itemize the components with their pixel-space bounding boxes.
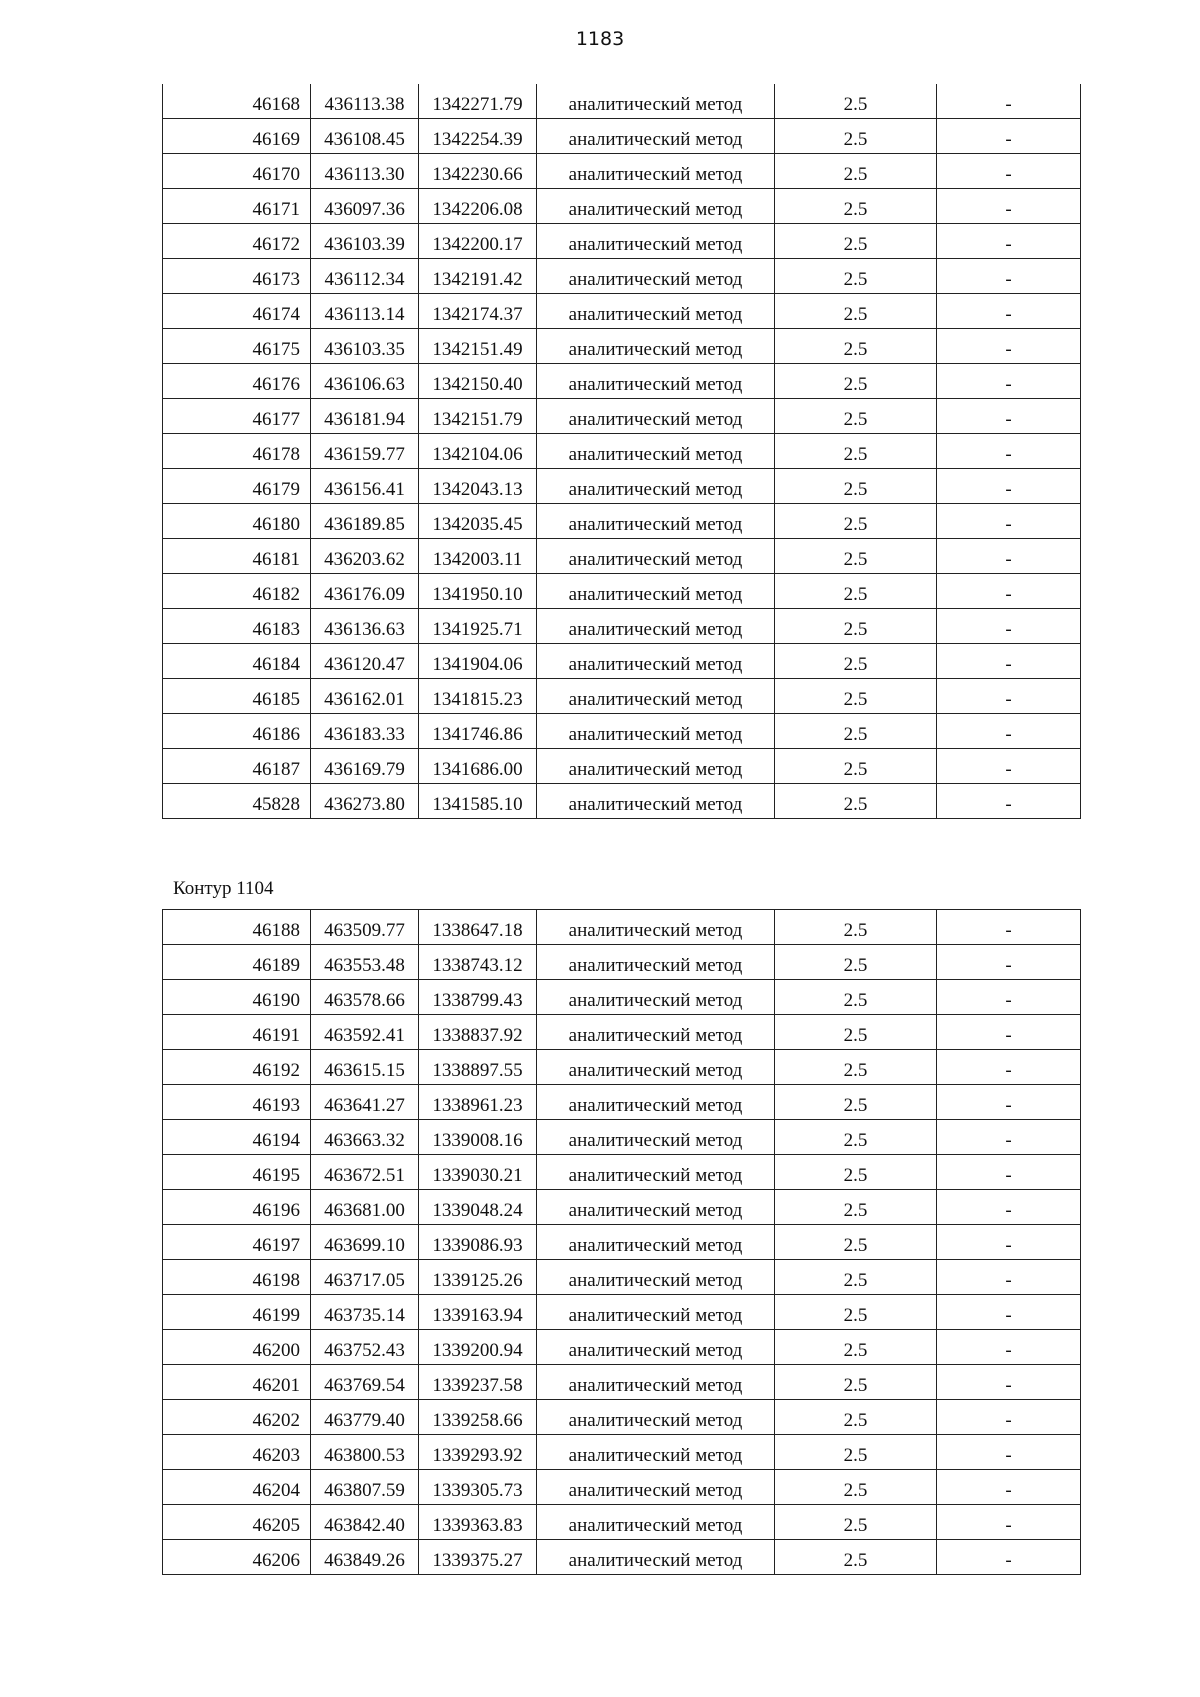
y-coordinate-cell: 1341746.86 (419, 714, 537, 749)
y-coordinate-cell: 1342043.13 (419, 469, 537, 504)
accuracy-cell: 2.5 (775, 1505, 937, 1540)
x-coordinate-cell: 436169.79 (311, 749, 419, 784)
point-number-cell: 46203 (163, 1435, 311, 1470)
y-coordinate-cell: 1338743.12 (419, 945, 537, 980)
method-cell: аналитический метод (537, 119, 775, 154)
note-cell: - (937, 84, 1081, 119)
point-number-cell: 46178 (163, 434, 311, 469)
accuracy-cell: 2.5 (775, 399, 937, 434)
method-cell: аналитический метод (537, 364, 775, 399)
y-coordinate-cell: 1341950.10 (419, 574, 537, 609)
method-cell: аналитический метод (537, 1015, 775, 1050)
accuracy-cell: 2.5 (775, 329, 937, 364)
accuracy-cell: 2.5 (775, 1225, 937, 1260)
table-row (163, 1365, 1081, 1400)
y-coordinate-cell: 1338647.18 (419, 910, 537, 945)
y-coordinate-cell: 1338897.55 (419, 1050, 537, 1085)
accuracy-cell: 2.5 (775, 539, 937, 574)
y-coordinate-cell: 1338961.23 (419, 1085, 537, 1120)
point-number-cell: 46190 (163, 980, 311, 1015)
table-row (163, 1540, 1081, 1575)
note-cell: - (937, 329, 1081, 364)
note-cell: - (937, 1155, 1081, 1190)
note-cell: - (937, 259, 1081, 294)
method-cell: аналитический метод (537, 1330, 775, 1365)
x-coordinate-cell: 436162.01 (311, 679, 419, 714)
accuracy-cell: 2.5 (775, 1365, 937, 1400)
y-coordinate-cell: 1339163.94 (419, 1295, 537, 1330)
y-coordinate-cell: 1342035.45 (419, 504, 537, 539)
x-coordinate-cell: 436097.36 (311, 189, 419, 224)
point-number-cell: 46179 (163, 469, 311, 504)
note-cell: - (937, 945, 1081, 980)
method-cell: аналитический метод (537, 154, 775, 189)
point-number-cell: 46187 (163, 749, 311, 784)
point-number-cell: 46196 (163, 1190, 311, 1225)
accuracy-cell: 2.5 (775, 224, 937, 259)
method-cell: аналитический метод (537, 714, 775, 749)
y-coordinate-cell: 1341815.23 (419, 679, 537, 714)
table-row (163, 1295, 1081, 1330)
y-coordinate-cell: 1342174.37 (419, 294, 537, 329)
point-number-cell: 46188 (163, 910, 311, 945)
point-number-cell: 46184 (163, 644, 311, 679)
x-coordinate-cell: 436183.33 (311, 714, 419, 749)
table-row (163, 1190, 1081, 1225)
y-coordinate-cell: 1342191.42 (419, 259, 537, 294)
note-cell: - (937, 1505, 1081, 1540)
point-number-cell: 46206 (163, 1540, 311, 1575)
x-coordinate-cell: 463842.40 (311, 1505, 419, 1540)
point-number-cell: 46183 (163, 609, 311, 644)
table-row (163, 679, 1081, 714)
table-row (163, 1400, 1081, 1435)
method-cell: аналитический метод (537, 1155, 775, 1190)
method-cell: аналитический метод (537, 1470, 775, 1505)
x-coordinate-cell: 436108.45 (311, 119, 419, 154)
table-row (163, 1050, 1081, 1085)
x-coordinate-cell: 463672.51 (311, 1155, 419, 1190)
method-cell: аналитический метод (537, 1120, 775, 1155)
y-coordinate-cell: 1342271.79 (419, 84, 537, 119)
y-coordinate-cell: 1339030.21 (419, 1155, 537, 1190)
method-cell: аналитический метод (537, 1505, 775, 1540)
accuracy-cell: 2.5 (775, 469, 937, 504)
y-coordinate-cell: 1342150.40 (419, 364, 537, 399)
table-row (163, 469, 1081, 504)
method-cell: аналитический метод (537, 434, 775, 469)
x-coordinate-cell: 436113.14 (311, 294, 419, 329)
point-number-cell: 46195 (163, 1155, 311, 1190)
y-coordinate-cell: 1341925.71 (419, 609, 537, 644)
accuracy-cell: 2.5 (775, 644, 937, 679)
x-coordinate-cell: 463800.53 (311, 1435, 419, 1470)
accuracy-cell: 2.5 (775, 609, 937, 644)
point-number-cell: 46192 (163, 1050, 311, 1085)
method-cell: аналитический метод (537, 1050, 775, 1085)
accuracy-cell: 2.5 (775, 154, 937, 189)
note-cell: - (937, 1260, 1081, 1295)
note-cell: - (937, 154, 1081, 189)
table-row (163, 644, 1081, 679)
y-coordinate-cell: 1342206.08 (419, 189, 537, 224)
note-cell: - (937, 980, 1081, 1015)
point-number-cell: 46180 (163, 504, 311, 539)
table-row (163, 1260, 1081, 1295)
accuracy-cell: 2.5 (775, 1330, 937, 1365)
point-number-cell: 45828 (163, 784, 311, 819)
point-number-cell: 46174 (163, 294, 311, 329)
y-coordinate-cell: 1342200.17 (419, 224, 537, 259)
note-cell: - (937, 749, 1081, 784)
point-number-cell: 46177 (163, 399, 311, 434)
accuracy-cell: 2.5 (775, 259, 937, 294)
x-coordinate-cell: 436136.63 (311, 609, 419, 644)
accuracy-cell: 2.5 (775, 574, 937, 609)
y-coordinate-cell: 1338837.92 (419, 1015, 537, 1050)
x-coordinate-cell: 463592.41 (311, 1015, 419, 1050)
x-coordinate-cell: 436103.35 (311, 329, 419, 364)
y-coordinate-cell: 1341686.00 (419, 749, 537, 784)
y-coordinate-cell: 1339125.26 (419, 1260, 537, 1295)
note-cell: - (937, 714, 1081, 749)
accuracy-cell: 2.5 (775, 1015, 937, 1050)
accuracy-cell: 2.5 (775, 504, 937, 539)
table-row (163, 224, 1081, 259)
y-coordinate-cell: 1341904.06 (419, 644, 537, 679)
point-number-cell: 46198 (163, 1260, 311, 1295)
table-row (163, 574, 1081, 609)
table-row (163, 364, 1081, 399)
x-coordinate-cell: 463641.27 (311, 1085, 419, 1120)
point-number-cell: 46171 (163, 189, 311, 224)
table-row (163, 1330, 1081, 1365)
y-coordinate-cell: 1342104.06 (419, 434, 537, 469)
note-cell: - (937, 189, 1081, 224)
table-row (163, 294, 1081, 329)
x-coordinate-cell: 436113.38 (311, 84, 419, 119)
accuracy-cell: 2.5 (775, 294, 937, 329)
method-cell: аналитический метод (537, 1260, 775, 1295)
y-coordinate-cell: 1339048.24 (419, 1190, 537, 1225)
note-cell: - (937, 1085, 1081, 1120)
table-row (163, 1155, 1081, 1190)
method-cell: аналитический метод (537, 1400, 775, 1435)
point-number-cell: 46200 (163, 1330, 311, 1365)
x-coordinate-cell: 436106.63 (311, 364, 419, 399)
y-coordinate-cell: 1338799.43 (419, 980, 537, 1015)
accuracy-cell: 2.5 (775, 679, 937, 714)
method-cell: аналитический метод (537, 574, 775, 609)
method-cell: аналитический метод (537, 980, 775, 1015)
x-coordinate-cell: 436203.62 (311, 539, 419, 574)
note-cell: - (937, 224, 1081, 259)
note-cell: - (937, 294, 1081, 329)
method-cell: аналитический метод (537, 399, 775, 434)
y-coordinate-cell: 1341585.10 (419, 784, 537, 819)
method-cell: аналитический метод (537, 329, 775, 364)
y-coordinate-cell: 1339237.58 (419, 1365, 537, 1400)
accuracy-cell: 2.5 (775, 945, 937, 980)
table-row (163, 1120, 1081, 1155)
accuracy-cell: 2.5 (775, 1190, 937, 1225)
x-coordinate-cell: 463615.15 (311, 1050, 419, 1085)
y-coordinate-cell: 1342151.49 (419, 329, 537, 364)
table-row (163, 434, 1081, 469)
table-row (163, 1505, 1081, 1540)
x-coordinate-cell: 436103.39 (311, 224, 419, 259)
note-cell: - (937, 1400, 1081, 1435)
table-row (163, 1015, 1081, 1050)
method-cell: аналитический метод (537, 1365, 775, 1400)
x-coordinate-cell: 436273.80 (311, 784, 419, 819)
point-number-cell: 46169 (163, 119, 311, 154)
note-cell: - (937, 1190, 1081, 1225)
y-coordinate-cell: 1339293.92 (419, 1435, 537, 1470)
note-cell: - (937, 1015, 1081, 1050)
point-number-cell: 46181 (163, 539, 311, 574)
x-coordinate-cell: 463509.77 (311, 910, 419, 945)
accuracy-cell: 2.5 (775, 980, 937, 1015)
note-cell: - (937, 364, 1081, 399)
note-cell: - (937, 1365, 1081, 1400)
table-row (163, 714, 1081, 749)
note-cell: - (937, 1470, 1081, 1505)
note-cell: - (937, 1435, 1081, 1470)
accuracy-cell: 2.5 (775, 1120, 937, 1155)
note-cell: - (937, 399, 1081, 434)
accuracy-cell: 2.5 (775, 1295, 937, 1330)
point-number-cell: 46201 (163, 1365, 311, 1400)
point-number-cell: 46204 (163, 1470, 311, 1505)
x-coordinate-cell: 463663.32 (311, 1120, 419, 1155)
method-cell: аналитический метод (537, 84, 775, 119)
method-cell: аналитический метод (537, 1435, 775, 1470)
x-coordinate-cell: 463578.66 (311, 980, 419, 1015)
table-row (163, 784, 1081, 819)
note-cell: - (937, 679, 1081, 714)
x-coordinate-cell: 436189.85 (311, 504, 419, 539)
table-row (163, 539, 1081, 574)
y-coordinate-cell: 1342254.39 (419, 119, 537, 154)
accuracy-cell: 2.5 (775, 1470, 937, 1505)
table-row (163, 84, 1081, 119)
method-cell: аналитический метод (537, 609, 775, 644)
note-cell: - (937, 1225, 1081, 1260)
note-cell: - (937, 1330, 1081, 1365)
y-coordinate-cell: 1339008.16 (419, 1120, 537, 1155)
method-cell: аналитический метод (537, 294, 775, 329)
note-cell: - (937, 504, 1081, 539)
table-row (163, 259, 1081, 294)
method-cell: аналитический метод (537, 910, 775, 945)
point-number-cell: 46170 (163, 154, 311, 189)
method-cell: аналитический метод (537, 189, 775, 224)
method-cell: аналитический метод (537, 259, 775, 294)
y-coordinate-cell: 1342230.66 (419, 154, 537, 189)
x-coordinate-cell: 436113.30 (311, 154, 419, 189)
method-cell: аналитический метод (537, 784, 775, 819)
table-row (163, 1225, 1081, 1260)
table-row (163, 910, 1081, 945)
x-coordinate-cell: 436176.09 (311, 574, 419, 609)
accuracy-cell: 2.5 (775, 784, 937, 819)
method-cell: аналитический метод (537, 504, 775, 539)
y-coordinate-cell: 1342151.79 (419, 399, 537, 434)
point-number-cell: 46168 (163, 84, 311, 119)
table-row (163, 154, 1081, 189)
x-coordinate-cell: 436156.41 (311, 469, 419, 504)
method-cell: аналитический метод (537, 1190, 775, 1225)
table-row (163, 980, 1081, 1015)
accuracy-cell: 2.5 (775, 1050, 937, 1085)
x-coordinate-cell: 436181.94 (311, 399, 419, 434)
point-number-cell: 46205 (163, 1505, 311, 1540)
note-cell: - (937, 1295, 1081, 1330)
note-cell: - (937, 1050, 1081, 1085)
note-cell: - (937, 644, 1081, 679)
accuracy-cell: 2.5 (775, 1085, 937, 1120)
method-cell: аналитический метод (537, 945, 775, 980)
accuracy-cell: 2.5 (775, 1155, 937, 1190)
method-cell: аналитический метод (537, 644, 775, 679)
x-coordinate-cell: 463699.10 (311, 1225, 419, 1260)
table-row (163, 945, 1081, 980)
accuracy-cell: 2.5 (775, 364, 937, 399)
table-row (163, 119, 1081, 154)
accuracy-cell: 2.5 (775, 1400, 937, 1435)
note-cell: - (937, 539, 1081, 574)
point-number-cell: 46191 (163, 1015, 311, 1050)
x-coordinate-cell: 463735.14 (311, 1295, 419, 1330)
y-coordinate-cell: 1339375.27 (419, 1540, 537, 1575)
point-number-cell: 46194 (163, 1120, 311, 1155)
point-number-cell: 46186 (163, 714, 311, 749)
point-number-cell: 46182 (163, 574, 311, 609)
accuracy-cell: 2.5 (775, 749, 937, 784)
table-row (163, 1435, 1081, 1470)
accuracy-cell: 2.5 (775, 714, 937, 749)
method-cell: аналитический метод (537, 679, 775, 714)
contour-label: Контур 1104 (173, 878, 274, 899)
y-coordinate-cell: 1339363.83 (419, 1505, 537, 1540)
method-cell: аналитический метод (537, 1085, 775, 1120)
accuracy-cell: 2.5 (775, 119, 937, 154)
note-cell: - (937, 910, 1081, 945)
y-coordinate-cell: 1339305.73 (419, 1470, 537, 1505)
note-cell: - (937, 119, 1081, 154)
accuracy-cell: 2.5 (775, 434, 937, 469)
x-coordinate-cell: 463779.40 (311, 1400, 419, 1435)
note-cell: - (937, 609, 1081, 644)
table-row (163, 1085, 1081, 1120)
accuracy-cell: 2.5 (775, 84, 937, 119)
accuracy-cell: 2.5 (775, 1540, 937, 1575)
x-coordinate-cell: 463807.59 (311, 1470, 419, 1505)
note-cell: - (937, 1540, 1081, 1575)
x-coordinate-cell: 436112.34 (311, 259, 419, 294)
method-cell: аналитический метод (537, 1540, 775, 1575)
y-coordinate-cell: 1339200.94 (419, 1330, 537, 1365)
coordinates-table-1 (162, 84, 1081, 819)
coordinates-table-2 (162, 909, 1081, 1575)
note-cell: - (937, 574, 1081, 609)
method-cell: аналитический метод (537, 1295, 775, 1330)
method-cell: аналитический метод (537, 1225, 775, 1260)
point-number-cell: 46173 (163, 259, 311, 294)
point-number-cell: 46172 (163, 224, 311, 259)
y-coordinate-cell: 1342003.11 (419, 539, 537, 574)
point-number-cell: 46193 (163, 1085, 311, 1120)
x-coordinate-cell: 463769.54 (311, 1365, 419, 1400)
x-coordinate-cell: 463752.43 (311, 1330, 419, 1365)
point-number-cell: 46176 (163, 364, 311, 399)
x-coordinate-cell: 436159.77 (311, 434, 419, 469)
note-cell: - (937, 434, 1081, 469)
note-cell: - (937, 784, 1081, 819)
table-row (163, 189, 1081, 224)
table-row (163, 1470, 1081, 1505)
point-number-cell: 46199 (163, 1295, 311, 1330)
x-coordinate-cell: 463553.48 (311, 945, 419, 980)
point-number-cell: 46189 (163, 945, 311, 980)
accuracy-cell: 2.5 (775, 910, 937, 945)
table-row (163, 609, 1081, 644)
method-cell: аналитический метод (537, 539, 775, 574)
note-cell: - (937, 1120, 1081, 1155)
table-row (163, 749, 1081, 784)
note-cell: - (937, 469, 1081, 504)
point-number-cell: 46202 (163, 1400, 311, 1435)
accuracy-cell: 2.5 (775, 1435, 937, 1470)
y-coordinate-cell: 1339086.93 (419, 1225, 537, 1260)
point-number-cell: 46175 (163, 329, 311, 364)
x-coordinate-cell: 463681.00 (311, 1190, 419, 1225)
page-number: 1183 (575, 28, 625, 50)
table-row (163, 329, 1081, 364)
method-cell: аналитический метод (537, 749, 775, 784)
method-cell: аналитический метод (537, 469, 775, 504)
point-number-cell: 46185 (163, 679, 311, 714)
x-coordinate-cell: 436120.47 (311, 644, 419, 679)
y-coordinate-cell: 1339258.66 (419, 1400, 537, 1435)
accuracy-cell: 2.5 (775, 1260, 937, 1295)
table-row (163, 399, 1081, 434)
x-coordinate-cell: 463717.05 (311, 1260, 419, 1295)
method-cell: аналитический метод (537, 224, 775, 259)
point-number-cell: 46197 (163, 1225, 311, 1260)
x-coordinate-cell: 463849.26 (311, 1540, 419, 1575)
accuracy-cell: 2.5 (775, 189, 937, 224)
table-row (163, 504, 1081, 539)
